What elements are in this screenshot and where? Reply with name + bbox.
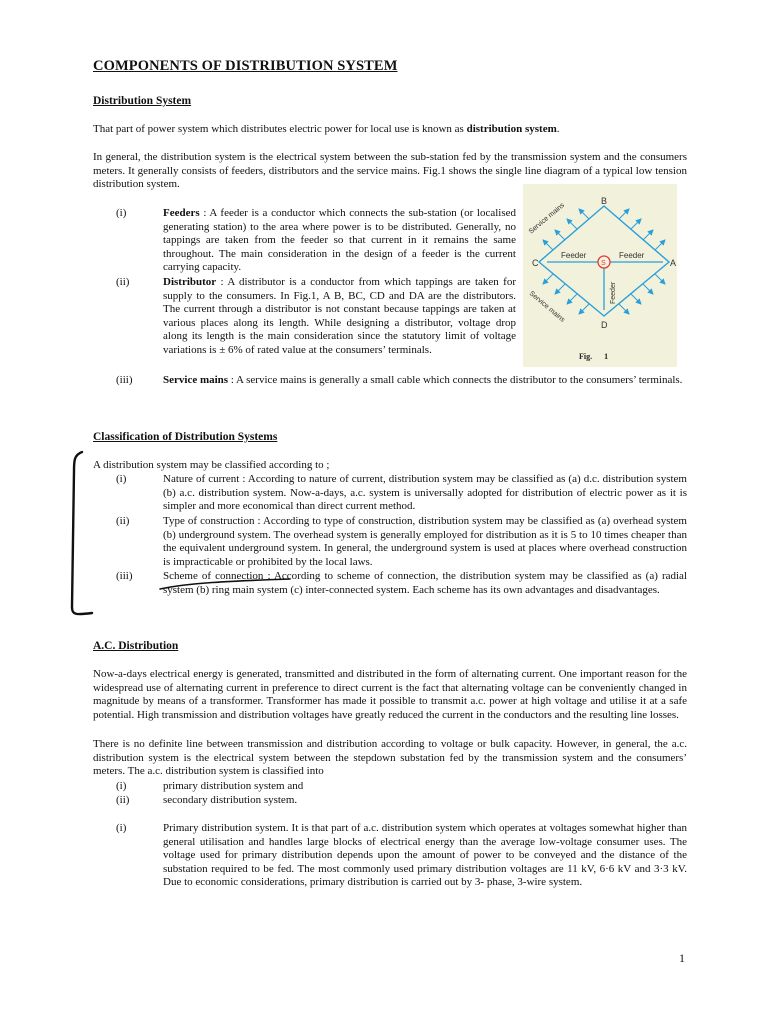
list-item-text: : A service mains is generally a small cable which connects the distributor to the consumers’ terminals.: [228, 374, 683, 386]
list-item-text: primary distribution system and: [163, 780, 304, 792]
list-item-text: Nature of current : According to nature of current, distribution system may be classified as (a) d.c. distribution system (b) a.c. distribution system. Now-a-days, a.c. system is universally adopted for distribution of electric power as it is simpler and more economical than direct current method.: [163, 473, 687, 513]
list-item-body: [163, 276, 516, 358]
handwritten-bracket: [66, 447, 96, 622]
figure-distribution-diagram: [523, 184, 677, 367]
figure-caption: Fig. 1: [579, 352, 609, 361]
list-item-number: (iii): [116, 570, 133, 582]
list-item-nature-of-current: [116, 473, 688, 515]
list-item-text: Scheme of connection : According to scheme of connection, the distribution system may be classified as (a) radial system (b) ring main system (c) inter-connected system. Each scheme has its own advantages and disadvantages.: [163, 570, 687, 596]
paragraph-text: .: [556, 123, 560, 135]
list-item-body: [163, 207, 516, 275]
label-c: C: [532, 258, 539, 268]
list-item-number: (ii): [116, 794, 130, 806]
list-item-service-mains: [116, 374, 688, 404]
list-item-number: (ii): [116, 515, 130, 527]
list-item-number: (ii): [116, 276, 130, 288]
list-item-number: (iii): [116, 374, 133, 386]
paragraph-definition: [93, 123, 687, 137]
handwritten-underline: [158, 573, 298, 595]
list-item-primary: [116, 780, 688, 794]
label-feeder-right: Feeder: [619, 251, 645, 260]
list-item-secondary: [116, 794, 688, 808]
label-service-mains-bottom: Service mains: [527, 290, 566, 324]
list-item-type-of-construction: [116, 515, 688, 571]
list-item-primary-distribution: [116, 822, 688, 906]
paragraph-general: In general, the distribution system is the electrical system between the sub-station fed by the transmission system and the consumers meters. It generally consists of feeders, distributors and the service mains. Fig.1 shows the single line diagram of a typical low tension distribution system.: [93, 151, 687, 191]
list-item-text: secondary distribution system.: [163, 794, 298, 806]
paragraph-ac-intro: Now-a-days electrical energy is generated, transmitted and distributed in the form of alternating current. One important reason for the widespread use of alternating current in preference to direct current is the fact that alternating voltage can be conveniently changed in magnitude by means of a transformer. Transformer has made it possible to transmit a.c. power at high voltage and utilise it at a safe potential. High transmission and distribution voltages have greatly reduced the current in the conductors and the resulting line losses.: [93, 668, 687, 721]
list-item-number: (i): [116, 780, 127, 792]
list-item-text: Primary distribution system. It is that part of a.c. distribution system which operates at voltages somewhat higher than general utilisation and handles large blocks of electrical energy than the average low-voltage consumer uses. The voltage used for primary distribution depends upon the amount of power to be conveyed and the distance of the substation required to be fed. The most commonly used primary distribution voltages are 11 kV, 6·6 kV and 3·3 kV. Due to economic considerations, primary distribution is carried out by 3- phase, 3-wire system.: [163, 822, 687, 889]
section-heading-classification: Classification of Distribution Systems: [93, 431, 278, 443]
list-item-body: [163, 374, 687, 388]
distribution-diagram: [523, 184, 677, 367]
paragraph-text: That part of power system which distributes electric power for local use is known as: [93, 123, 467, 135]
list-item-text: Type of construction : According to type of construction, distribution system may be classified as (a) overhead system (b) underground system. The overhead system is generally employed for distribution as it is 5 to 10 times cheaper than the equivalent underground system. In general, the underground system is used at places where overhead construction is impracticable or prohibited by the local laws.: [163, 515, 687, 568]
paragraph-classification-intro: A distribution system may be classified according to ;: [93, 459, 330, 471]
label-d: D: [601, 320, 608, 330]
label-b: B: [601, 196, 608, 206]
section-heading-distribution-system: Distribution System: [93, 95, 192, 107]
label-service-mains-top: Service mains: [527, 201, 566, 236]
bold-term: Distributor: [163, 276, 217, 288]
section-heading-ac-distribution: A.C. Distribution: [93, 640, 179, 652]
paragraph-ac-definition: There is no definite line between transmission and distribution according to voltage or bulk capacity. However, in general, the a.c. distribution system is the electrical system between the stepdown substation fed by the transmission system and the consumers’ meters. The a.c. distribution system is classified into: [93, 738, 687, 778]
list-item-number: (i): [116, 473, 127, 485]
bold-term: distribution system: [466, 123, 557, 135]
list-item-distributor: [116, 276, 516, 376]
list-item-number: (i): [116, 207, 127, 219]
bold-term: Service mains: [163, 374, 229, 386]
page-title: COMPONENTS OF DISTRIBUTION SYSTEM: [93, 58, 398, 74]
label-s: S: [601, 260, 606, 267]
label-feeder-left: Feeder: [561, 251, 587, 260]
bold-term: Feeders: [163, 207, 200, 219]
label-a: A: [670, 258, 677, 268]
label-feeder-down: Feeder: [610, 281, 617, 304]
list-item-text: : A feeder is a conductor which connects the sub-station (or localised generating station) to the area where power is to be distributed. Generally, no tappings are taken from the feeder so that current in it remains the same throughout. The main consideration in the design of a feeder is the current carrying capacity.: [163, 207, 516, 274]
list-item-text: : A distributor is a conductor from which tappings are taken for supply to the consumers. In Fig.1, A B, BC, CD and DA are the distributors. The current through a distributor is not constant because tappings are taken at various places along its length. While designing a distributor, voltage drop along its length is the main consideration since the statutory limit of voltage variations is ± 6% of rated value at the consumers’ terminals.: [163, 276, 516, 356]
page-number: 1: [679, 951, 685, 965]
list-item-number: (i): [116, 822, 127, 834]
